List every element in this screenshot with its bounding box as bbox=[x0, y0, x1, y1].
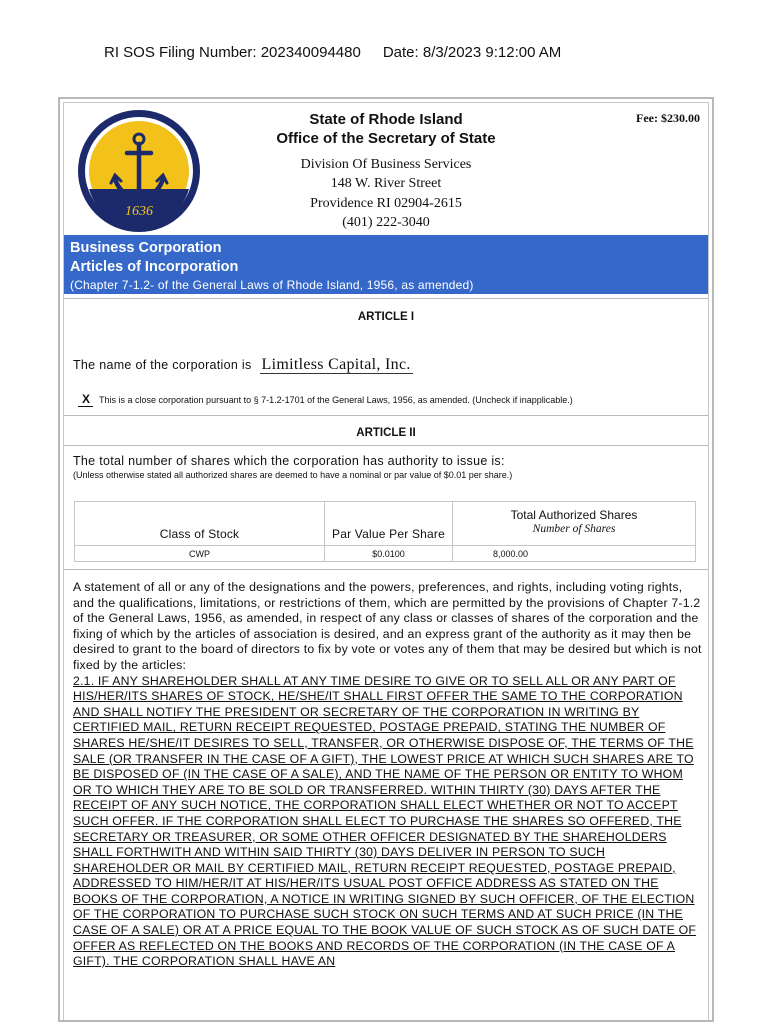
city-address: Providence RI 02904-2615 bbox=[310, 195, 462, 211]
fee-label: Fee: $230.00 bbox=[636, 111, 700, 125]
state-title bbox=[64, 110, 708, 148]
division-name: Division Of Business Services bbox=[300, 157, 472, 172]
form-type: Business Corporation bbox=[70, 240, 222, 256]
document-frame bbox=[58, 97, 714, 1022]
provision-text[interactable]: 2.1. IF ANY SHAREHOLDER SHALL AT ANY TIME DESIRE TO GIVE OR TO SELL ALL OR ANY PART OF HIS/HER/ITS SHARES OF STOCK, HE/SHE/IT SHALL FIRST OFFER THE SAME TO THE CORPORATION AND SHALL NOTIFY THE PRESIDENT OR SECRETARY OF THE CORPORATION IN WRITING BY CERTIFIED MAIL, RETURN RECEIPT REQUESTED, POSTAGE PREPAID, STATING THE NUMBER OF SHARES HE/SHE/IT DESIRES TO SELL, TRANSFER, OR OTHERWISE DISPOSE OF, THE TERMS OF THE SALE (OR TRANSFER IN THE CASE OF A GIFT), THE LOWEST PRICE AT WHICH SUCH SHARES ARE TO BE DISPOSED OF (IN THE CASE OF A SALE), AND THE NAME OF THE PERSON OR ENTITY TO WHOM OR TO WHICH THEY ARE TO BE SOLD OR TRANSFERRED. WITHIN THIRTY (30) DAYS AFTER THE RECEIPT OF ANY SUCH NOTICE, THE CORPORATION SHALL ELECT WHETHER OR NOT TO ACCEPT SUCH OFFER. IF THE CORPORATION SHALL ELECT TO PURCHASE THE SHARES SO OFFERED, THE SECRETARY OR TREASURER, OR SOME OTHER OFFICER DESIGNATED BY THE SHAREHOLDERS SHALL FORTHWITH AND WITHIN SAID THIRTY (30) DAYS DELIVER IN PERSON TO SUCH SHAREHOLDER OR MAIL BY CERTIFIED MAIL, RETURN RECEIPT REQUESTED, POSTAGE PREPAID, ADDRESSED TO HIM/HER/IT AT HIS/HER/ITS USUAL POST OFFICE ADDRESS AS STATED ON THE BOOKS OF THE CORPORATION, A NOTICE IN WRITING SIGNED BY SUCH OFFICER, OF THE ELECTION OF THE CORPORATION TO PURCHASE SUCH STOCK ON SUCH TERMS AND AT SUCH PRICE (IN THE CASE OF A SALE) OR AT A PRICE EQUAL TO THE BOOK VALUE OF SUCH STOCK AS OF SUCH DATE OF OFFER AS REFLECTED ON THE BOOKS AND RECORDS OF THE CORPORATION (IN THE CASE OF A GIFT). THE CORPORATION SHALL HAVE AN bbox=[73, 673, 697, 969]
stock-class-cell[interactable]: CWP bbox=[75, 546, 325, 562]
article-2-title-divider bbox=[64, 445, 708, 446]
par-value-cell[interactable]: $0.0100 bbox=[325, 546, 453, 562]
corporation-name-line bbox=[73, 356, 413, 374]
stock-table bbox=[74, 501, 696, 562]
office-name: Office of the Secretary of State bbox=[276, 130, 496, 147]
corporation-name-label: The name of the corporation is bbox=[73, 358, 252, 372]
form-name: Articles of Incorporation bbox=[70, 259, 239, 275]
article-2-title: ARTICLE II bbox=[356, 427, 416, 439]
filing-date: Date: 8/3/2023 9:12:00 AM bbox=[382, 44, 562, 61]
document-inner-frame bbox=[63, 102, 709, 1020]
corporation-name-field[interactable]: Limitless Capital, Inc. bbox=[261, 356, 411, 373]
division-address bbox=[64, 155, 708, 232]
stock-table-header bbox=[75, 502, 696, 546]
shares-cell[interactable]: 8,000.00 bbox=[453, 546, 696, 562]
article-1-title: ARTICLE I bbox=[357, 311, 415, 323]
statement-text: A statement of all or any of the designations and the powers, preferences, and rights, including voting rights, and the qualifications, limitations, or restrictions of them, which are permitted by the provisions of Chapter 7-1.2 of the General Laws, 1956, as amended, in respect of any class or classes of shares of the corporation and the fixing of which by the articles of association is desired, and an express grant of the authority as it may then be desired to grant to the board of directors to fix by vote or votes any of them that may be desired but which is not fixed by the articles: bbox=[73, 580, 702, 672]
statement-block bbox=[73, 580, 702, 970]
article-1-divider bbox=[64, 298, 708, 299]
close-corporation-text: This is a close corporation pursuant to § 7-1.2-1701 of the General Laws, 1956, as amended. (Uncheck if inapplicable.) bbox=[99, 395, 573, 405]
filing-header bbox=[104, 44, 561, 61]
col-par-value: Par Value Per Share bbox=[325, 502, 453, 546]
col-total-shares-label: Total Authorized Shares bbox=[510, 508, 638, 522]
article-2-divider bbox=[64, 415, 708, 416]
statement-divider bbox=[64, 569, 708, 570]
shares-intro: The total number of shares which the corporation has authority to issue is: bbox=[73, 454, 505, 468]
col-class-of-stock: Class of Stock bbox=[75, 502, 325, 546]
state-name: State of Rhode Island bbox=[309, 111, 463, 128]
street-address: 148 W. River Street bbox=[330, 176, 442, 192]
form-title-band bbox=[64, 235, 708, 294]
phone-number: (401) 222-3040 bbox=[342, 214, 430, 230]
close-corporation-line bbox=[78, 392, 573, 406]
col-total-shares bbox=[453, 502, 696, 546]
close-corporation-checkbox[interactable]: X bbox=[78, 392, 93, 407]
form-statute: (Chapter 7-1.2- of the General Laws of Rhode Island, 1956, as amended) bbox=[70, 278, 474, 292]
table-row bbox=[75, 546, 696, 562]
col-number-of-shares: Number of Shares bbox=[532, 523, 616, 535]
seal-year: 1636 bbox=[125, 204, 153, 219]
filing-number: RI SOS Filing Number: 202340094480 bbox=[104, 44, 361, 61]
shares-note: (Unless otherwise stated all authorized shares are deemed to have a nominal or par value of $0.01 per share.) bbox=[73, 470, 513, 480]
